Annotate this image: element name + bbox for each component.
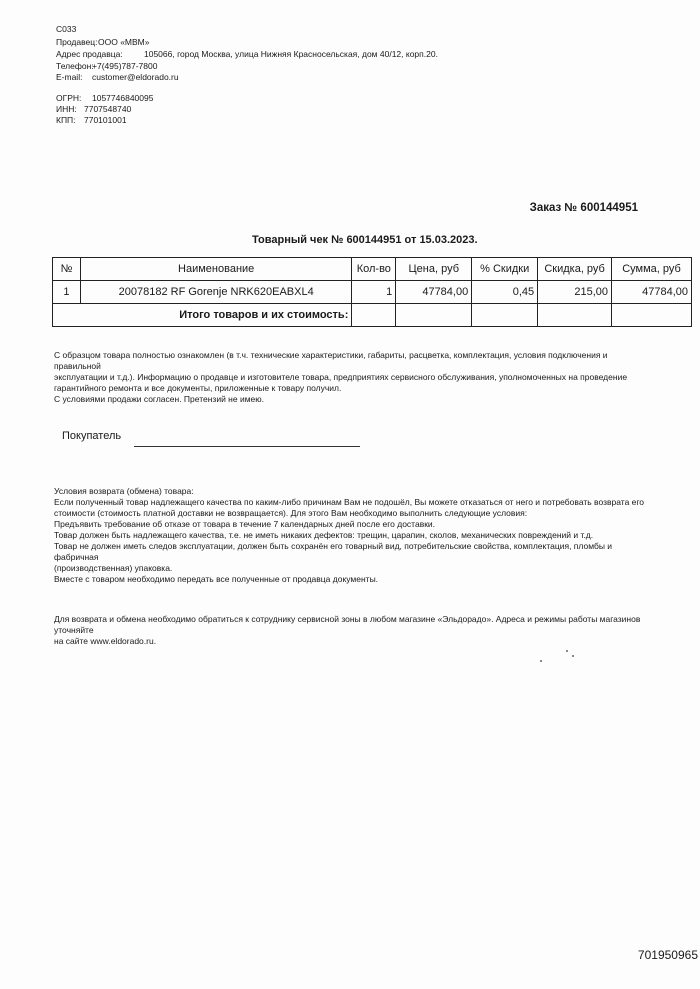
table-total-row — [53, 304, 692, 327]
address-value: 105066, город Москва, улица Нижняя Красносельская, дом 40/12, корп.20. — [144, 49, 438, 59]
service-line: уточняйте — [54, 625, 94, 635]
buyer-label: Покупатель — [62, 430, 122, 442]
inn-label: ИНН: — [56, 104, 77, 114]
ack-line: эксплуатации и т.д.). Информацию о продавце и изготовителе товара, предприятиях сервисного обслуживания, уполномоченных на проведение — [54, 372, 628, 382]
scan-speck — [572, 655, 574, 657]
cell-discount-amount: 215,00 — [538, 281, 612, 304]
ack-line: С условиями продажи согласен. Претензий не имею. — [54, 394, 265, 404]
acknowledgement-text — [54, 350, 674, 405]
ogrn-value: 1057746840095 — [92, 93, 154, 103]
return-line: Вместе с товаром необходимо передать все полученные от продавца документы. — [54, 574, 379, 584]
cell-quantity: 1 — [352, 281, 396, 304]
table-header-row — [53, 258, 692, 281]
cell-name: 20078182 RF Gorenje NRK620EABXL4 — [80, 281, 351, 304]
document-code: С033 — [56, 24, 77, 34]
phone-line — [56, 61, 158, 71]
return-line: (производственная) упаковка. — [54, 563, 173, 573]
return-line: Условия возврата (обмена) товара: — [54, 486, 194, 496]
col-header-number: № — [53, 258, 81, 281]
cell-total: 47784,00 — [612, 281, 692, 304]
total-discount-percent-cell — [472, 304, 538, 327]
ack-line: С образцом товара полностью ознакомлен (в т.ч. технические характеристики, габариты, расцветка, комплектация, условия подключения и — [54, 350, 608, 360]
return-line: фабричная — [54, 552, 99, 562]
col-header-total: Сумма, руб — [612, 258, 692, 281]
ogrn-line — [56, 93, 154, 103]
kpp-label: КПП: — [56, 115, 76, 125]
buyer-signature-line — [134, 446, 360, 447]
return-line: Если полученный товар надлежащего качества по каким-либо причинам Вам не подошёл, Вы можете отказаться от него и потребовать возврата его — [54, 497, 645, 507]
service-line: Для возврата и обмена необходимо обратиться к сотруднику сервисной зоны в любом магазине «Эльдорадо». Адреса и режимы работы магазинов — [54, 614, 641, 624]
seller-line — [56, 37, 150, 47]
return-line: Товар должен быть надлежащего качества, т.е. не иметь никаких дефектов: трещин, царапин, сколов, механических повреждений и т.д. — [54, 530, 594, 540]
email-line — [56, 72, 179, 82]
cell-price: 47784,00 — [396, 281, 472, 304]
inn-value: 7707548740 — [84, 104, 132, 114]
inn-line — [56, 104, 132, 114]
email-label: E-mail: — [56, 72, 83, 82]
table-row — [53, 281, 692, 304]
seller-label: Продавец: — [56, 37, 98, 47]
col-header-quantity: Кол-во — [352, 258, 396, 281]
col-header-discount-percent: % Скидки — [472, 258, 538, 281]
total-quantity-cell — [352, 304, 396, 327]
ack-line: гарантийного ремонта и все документы, приложенные к товару получил. — [54, 383, 342, 393]
col-header-price: Цена, руб — [396, 258, 472, 281]
total-price-cell — [396, 304, 472, 327]
items-table — [52, 257, 692, 327]
return-line: Товар не должен иметь следов эксплуатации, должен быть сохранён его товарный вид, потребительские свойства, комплектация, пломбы и — [54, 541, 613, 551]
ack-line: правильной — [54, 361, 101, 371]
order-number: Заказ № 600144951 — [529, 202, 638, 214]
total-discount-amount-cell — [538, 304, 612, 327]
service-info-text — [54, 614, 674, 647]
col-header-discount-amount: Скидка, руб — [538, 258, 612, 281]
address-label: Адрес продавца: — [56, 49, 123, 59]
total-label: Итого товаров и их стоимость: — [53, 304, 352, 327]
receipt-title: Товарный чек № 600144951 от 15.03.2023. — [252, 234, 478, 246]
ogrn-label: ОГРН: — [56, 93, 82, 103]
scan-speck — [566, 650, 568, 652]
total-sum-cell — [612, 304, 692, 327]
phone-value: +7(495)787-7800 — [92, 61, 158, 71]
document-footer-number: 701950965 — [637, 948, 698, 962]
cell-discount-percent: 0,45 — [472, 281, 538, 304]
return-line: стоимости (стоимость платной доставки не возвращается). Для этого Вам необходимо выполнить следующие условия: — [54, 508, 528, 518]
scan-speck — [540, 660, 542, 662]
seller-value: ООО «МВМ» — [98, 37, 150, 47]
return-line: Предъявить требование об отказе от товара в течение 7 календарных дней после его доставки. — [54, 519, 436, 529]
address-line — [56, 49, 438, 59]
service-line: на сайте www.eldorado.ru. — [54, 636, 157, 646]
return-conditions-text — [54, 486, 674, 585]
cell-number: 1 — [53, 281, 81, 304]
kpp-line — [56, 115, 127, 125]
col-header-name: Наименование — [80, 258, 351, 281]
kpp-value: 770101001 — [84, 115, 127, 125]
phone-label: Телефон: — [56, 61, 94, 71]
email-value: customer@eldorado.ru — [92, 72, 179, 82]
